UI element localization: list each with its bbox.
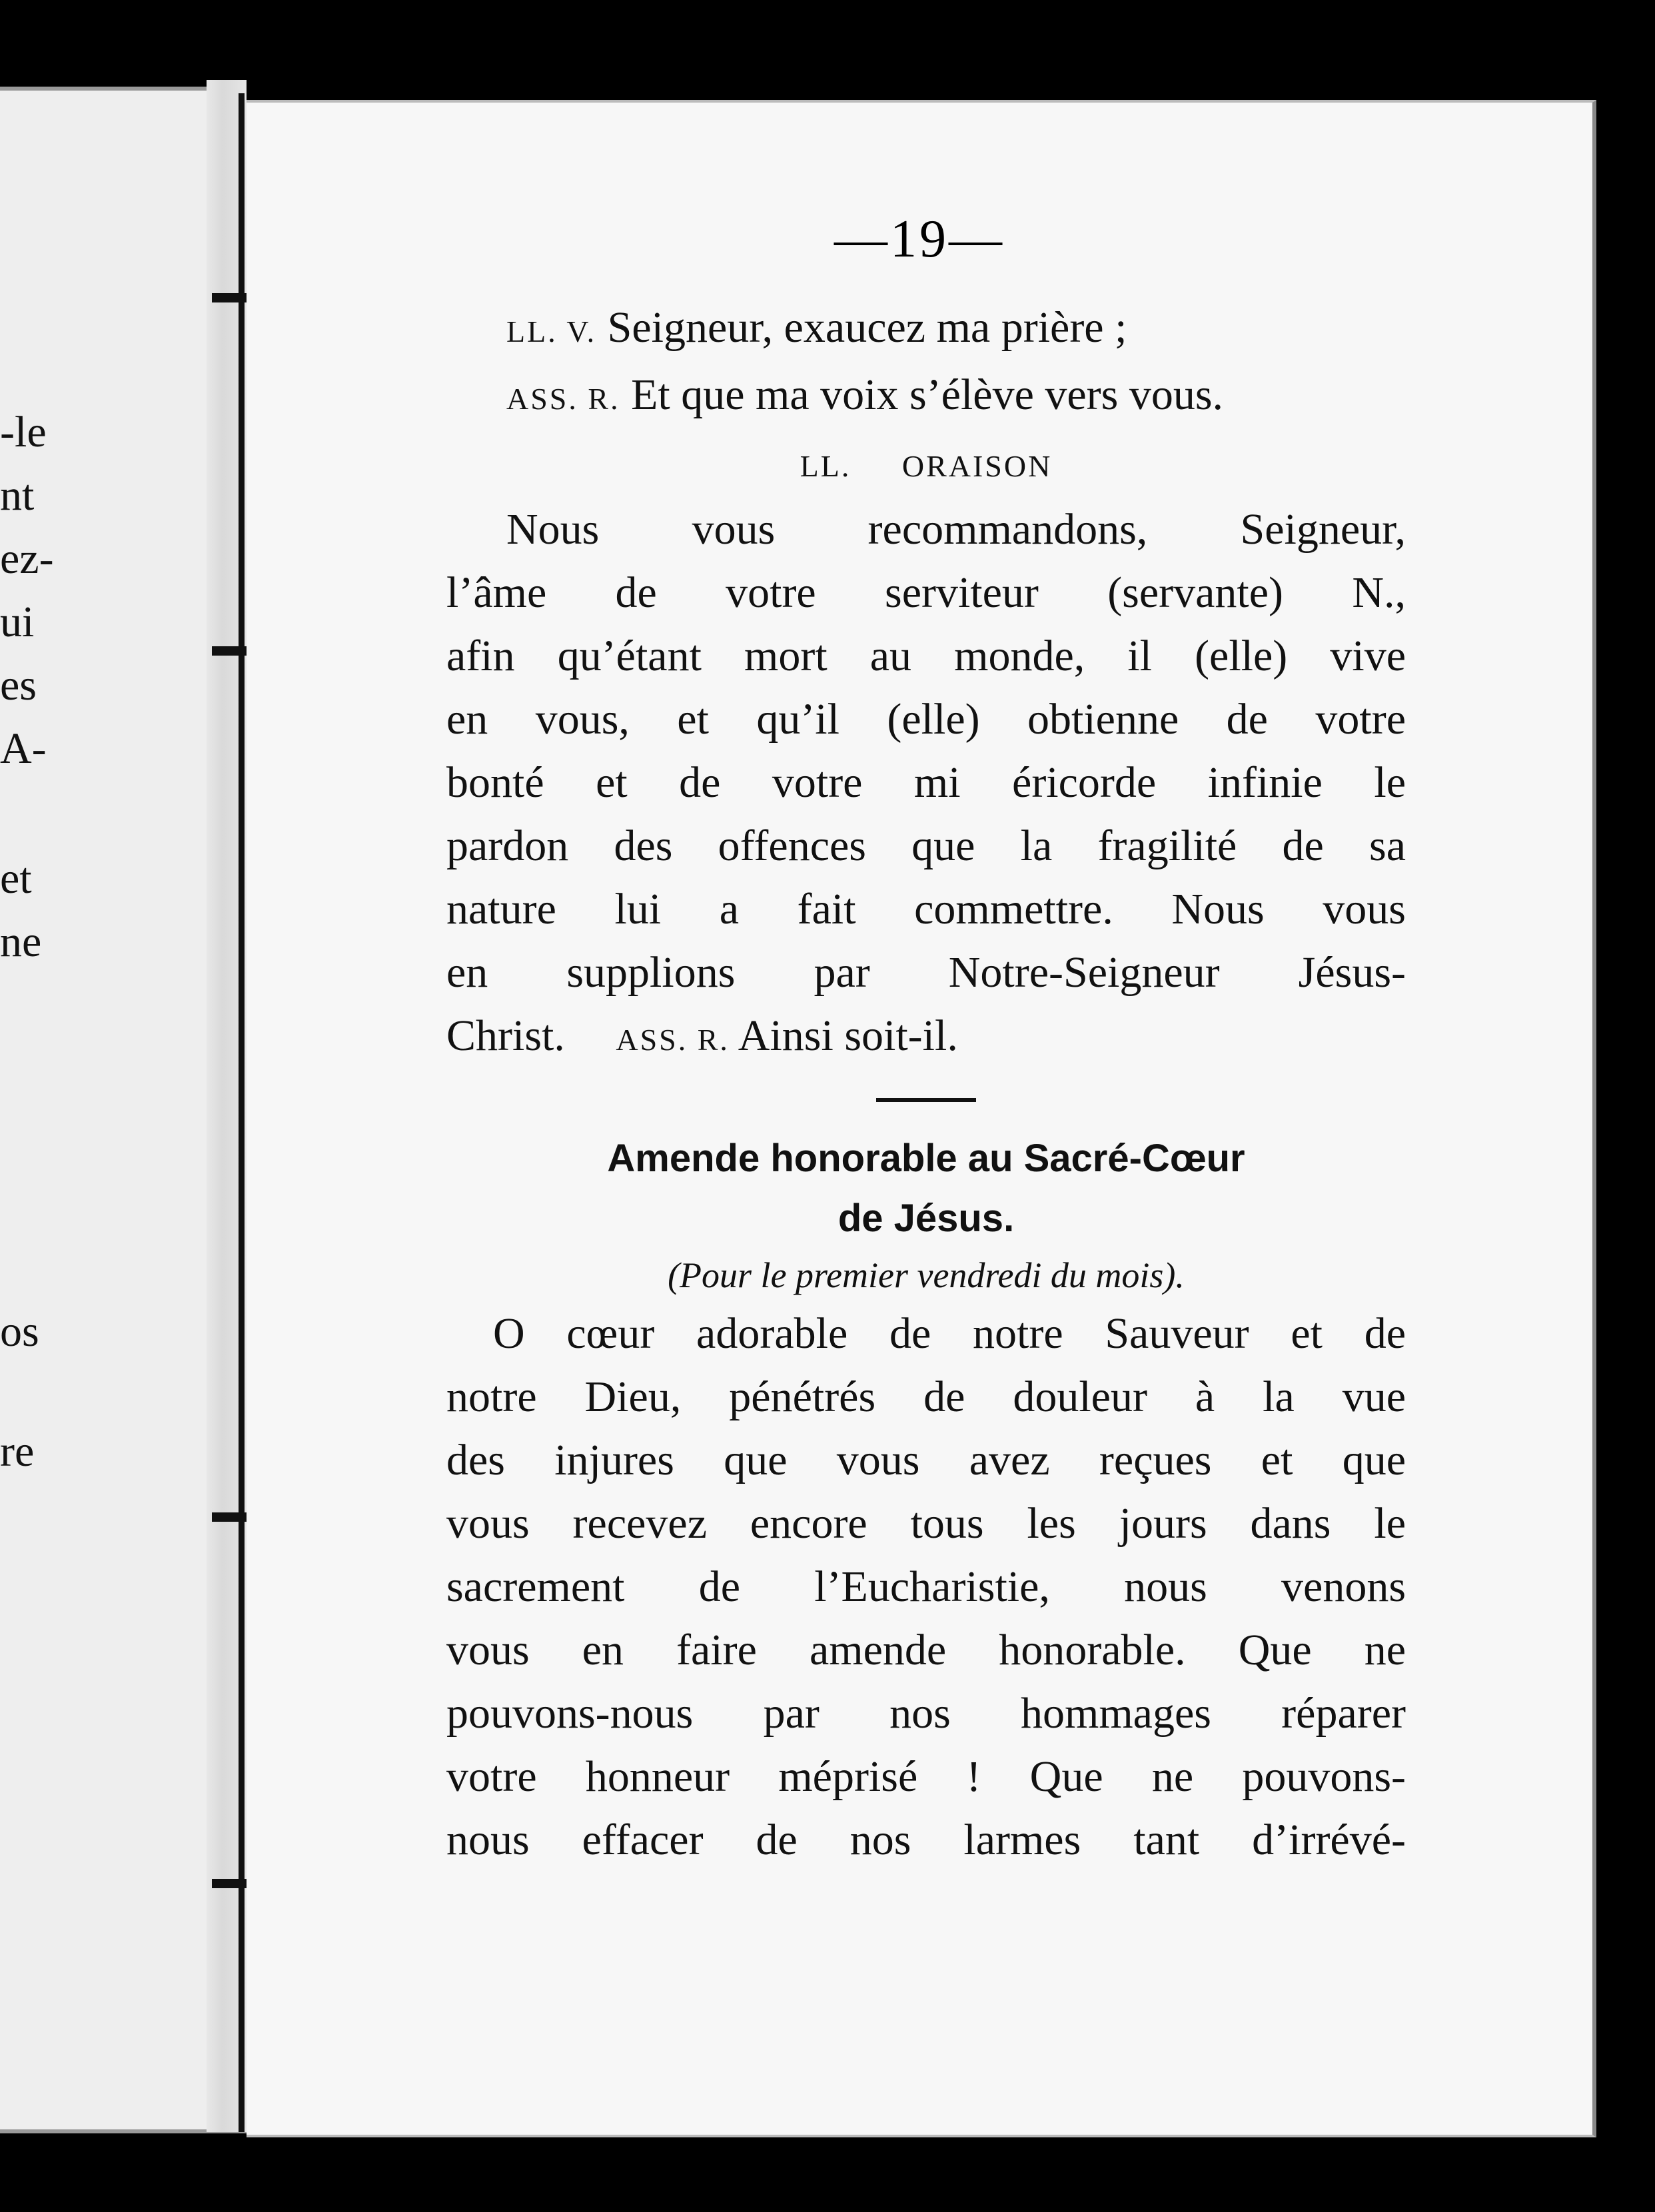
left-fragment: es bbox=[0, 661, 37, 710]
response-line bbox=[446, 363, 1406, 430]
left-fragment: nt bbox=[0, 471, 35, 520]
oraison-line: l’âme de votre serviteur (servante) N., bbox=[446, 568, 1406, 617]
amende-line: votre honneur méprisé ! Que ne pouvons- bbox=[446, 1752, 1406, 1801]
left-fragment: ez- bbox=[0, 534, 54, 583]
oraison-line: nature lui a fait commettre. Nous vous bbox=[446, 885, 1406, 933]
left-fragment: A- bbox=[0, 724, 47, 773]
response-text: Et que ma voix s’élève vers vous. bbox=[631, 370, 1224, 419]
oraison-heading bbox=[446, 430, 1406, 498]
oraison-line: en supplions par Notre-Seigneur Jésus- bbox=[446, 948, 1406, 997]
oraison-line: bonté et de votre mi éricorde infinie le bbox=[446, 758, 1406, 807]
left-fragment: ui bbox=[0, 598, 35, 646]
amende-line: pouvons-nous par nos hommages réparer bbox=[446, 1689, 1406, 1738]
left-fragment: -le bbox=[0, 408, 47, 456]
oraison-ending: Ainsi soit-il. bbox=[738, 1011, 958, 1060]
oraison-line: pardon des offences que la fragilité de sa bbox=[446, 822, 1406, 870]
amende-line: nous effacer de nos larmes tant d’irrévé- bbox=[446, 1816, 1406, 1864]
speaker-label: LL. V. bbox=[506, 314, 597, 348]
oraison-title: ORAISON bbox=[901, 449, 1053, 483]
oraison-line: en vous, et qu’il (elle) obtienne de votre bbox=[446, 695, 1406, 744]
amende-line: sacrement de l’Eucharistie, nous venons bbox=[446, 1562, 1406, 1611]
versicle-text: Seigneur, exaucez ma prière ; bbox=[607, 303, 1127, 352]
amende-line: notre Dieu, pénétrés de douleur à la vue bbox=[446, 1373, 1406, 1421]
left-fragment: ne bbox=[0, 917, 42, 966]
left-fragment: os bbox=[0, 1307, 39, 1356]
oraison-last-text: Christ. bbox=[446, 1011, 565, 1060]
book-spine bbox=[207, 80, 247, 2132]
oraison-last-line bbox=[446, 1004, 1406, 1071]
speaker-label: ASS. R. bbox=[616, 1023, 730, 1057]
versicle-line bbox=[446, 296, 1406, 363]
amende-line: des injures que vous avez reçues et que bbox=[446, 1436, 1406, 1484]
amende-line: vous en faire amende honorable. Que ne bbox=[446, 1626, 1406, 1674]
right-page bbox=[247, 100, 1596, 2137]
left-fragment: re bbox=[0, 1427, 35, 1476]
oraison-line: afin qu’étant mort au monde, il (elle) vive bbox=[446, 632, 1406, 680]
page-body bbox=[446, 296, 1406, 1872]
section-divider bbox=[876, 1098, 976, 1102]
section-title-continued: de Jésus. bbox=[837, 1197, 1015, 1240]
section-subtitle: (Pour le premier vendredi du mois). bbox=[668, 1255, 1185, 1295]
speaker-label: ASS. R. bbox=[506, 382, 620, 416]
left-fragment: et bbox=[0, 854, 32, 903]
page-number: —19— bbox=[834, 210, 1005, 269]
speaker-label: LL. bbox=[800, 449, 851, 483]
amende-line: O cœur adorable de notre Sauveur et de bbox=[493, 1309, 1406, 1358]
section-title: Amende honorable au Sacré-Cœur bbox=[607, 1137, 1245, 1180]
binding-thread bbox=[239, 93, 245, 2132]
amende-line: vous recevez encore tous les jours dans le bbox=[446, 1499, 1406, 1548]
oraison-line: Nous vous recommandons, Seigneur, bbox=[506, 505, 1406, 554]
